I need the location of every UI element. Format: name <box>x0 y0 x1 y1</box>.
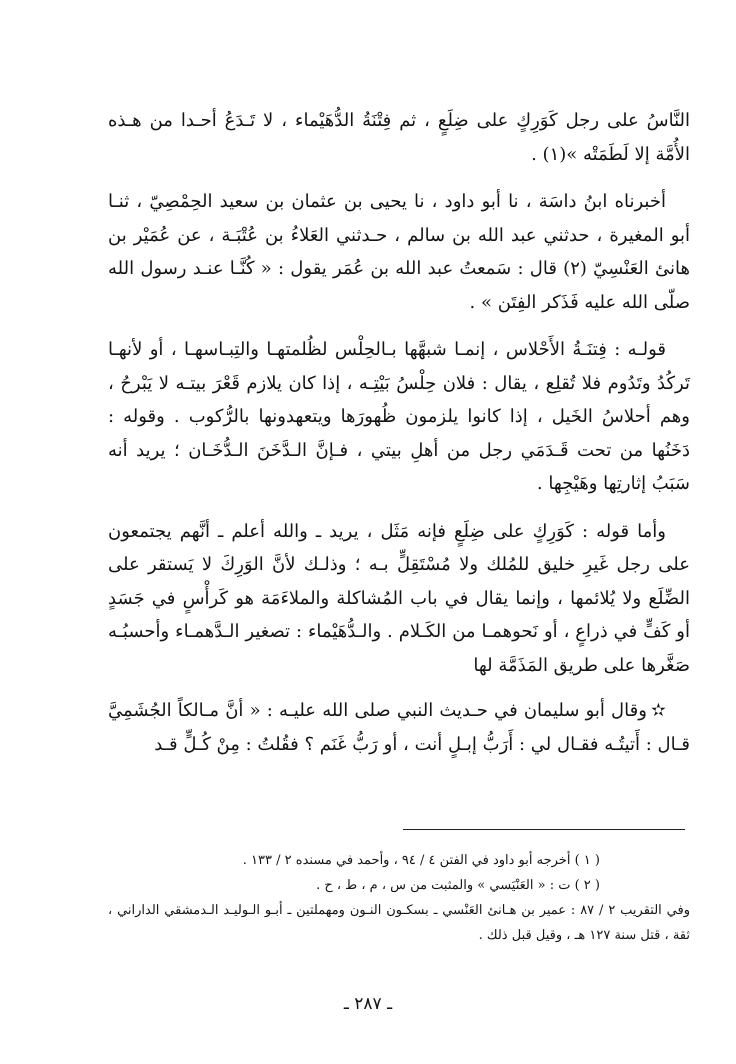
footnote-1: ( ١ ) أخرجه أبو داود في الفتن ٤ / ٩٤ ، وأحمد في مسنده ٢ / ١٣٣ . <box>242 853 600 868</box>
main-text <box>108 104 690 761</box>
paragraph-3-commentary: قولـه : فِتنَـةُ الأَحْلاس ، إنمـا شبهَّها بـالحِلْس لظُلمتهـا والتِبـاسهـا ، أو لأنهـا تَركُدُ وتَدُوم فلا تُقلِع ، يقال : فلان حِلْسُ بَيْتِـه ، إذا كان يلازم قَعْرَ بيتـه لا يَبْرحُ ، وهم أحلاسُ الخَيل ، إذا كانوا يلزمون ظُهورَها ويتعهدونها بالرُّكوب . وقوله : دَخَنُها من تحت قَـدَمَي رجل من أهلِ بيتي ، فـإنَّ الـدَّخَنَ الـدُّخَـان ؛ يريد أنه سَبَبُ إثارتِها وهَيْجِها . <box>108 339 690 494</box>
paragraph-1: النَّاسُ على رجل كَوَرِكٍ على ضِلَعٍ ، ثم فِتْنَةُ الدُّهَيْماء ، لا تَـدَعُ أحـدا من هـذه الأُمَّة إلا لَطَمَتْه »(١) . <box>108 110 690 165</box>
footnotes <box>108 848 690 948</box>
paragraph-4-commentary: وأما قوله : كَوَرِكٍ على ضِلَعٍ فإنه مَثَل ، يريد ـ والله أعلم ـ أنَّهم يجتمعون على رجل غَيرِ خليق للمُلك ولا مُسْتَقِلٍّ بـه ؛ وذلـك لأنَّ الوَرِكَ لا يَستقر على الضِّلَع ولا يُلائمها ، وإنما يقال في باب المُشاكلة والملاءَمَة هو كَرأْسٍ في جَسَدٍ أو كَفٍّ في ذراعٍ ، أو نَحوهمـا من الكَـلام . والـدُّهَيْماء : تصغير الـدَّهمـاء وأحسبُـه صَغَّرها على طريق المَذَمَّة لها <box>108 520 690 676</box>
footnote-2-continuation: وفي التقريب ٢ / ٨٧ : عمير بن هـانئ العَنْسي ـ بسكـون النـون ومهملتين ـ أبـو الـوليـد الـدمشقي الداراني ، ثقة ، قتل سنة ١٢٧ هـ ، وقيل قبل ذلك . <box>108 903 691 943</box>
page-number: ـ ٢٨٧ ـ <box>343 994 393 1014</box>
star-icon: ✫ <box>650 700 666 721</box>
footnote-2: ( ٢ ) ت : « العَنْيَسي » والمثبت من س ، م ، ط ، ح . <box>316 878 600 893</box>
paragraph-5-text: وقال أبو سليمان في حـديث النبي صلى الله عليـه : « أنَّ مـالكاً الجُشَمِيَّ قـال : أَتيتُـه فقـال لي : أَرَبُّ إبـلٍ أنت ، أو رَبُّ غَنَم ؟ فقُلتُ : مِنْ كُـلٍّ قـد <box>108 700 690 755</box>
paragraph-5-hadith <box>108 694 690 761</box>
paragraph-2-isnad: أخبرناه ابنُ داسَة ، نا أبو داود ، نا يحيى بن عثمان بن سعيد الحِمْصِيّ ، ثنـا أبو المغيرة ، حدثني عبد الله بن سالم ، حـدثني العَلاءُ بن عُتْبَـة ، عن عُمَيْر بن هانئ العَنْسِيّ (٢) قال : سَمعتُ عبد الله بن عُمَر يقول : « كُنَّـا عنـد رسول الله صلّى الله عليه فَذَكر الفِتَن » . <box>108 191 690 313</box>
footnote-separator <box>403 829 685 830</box>
